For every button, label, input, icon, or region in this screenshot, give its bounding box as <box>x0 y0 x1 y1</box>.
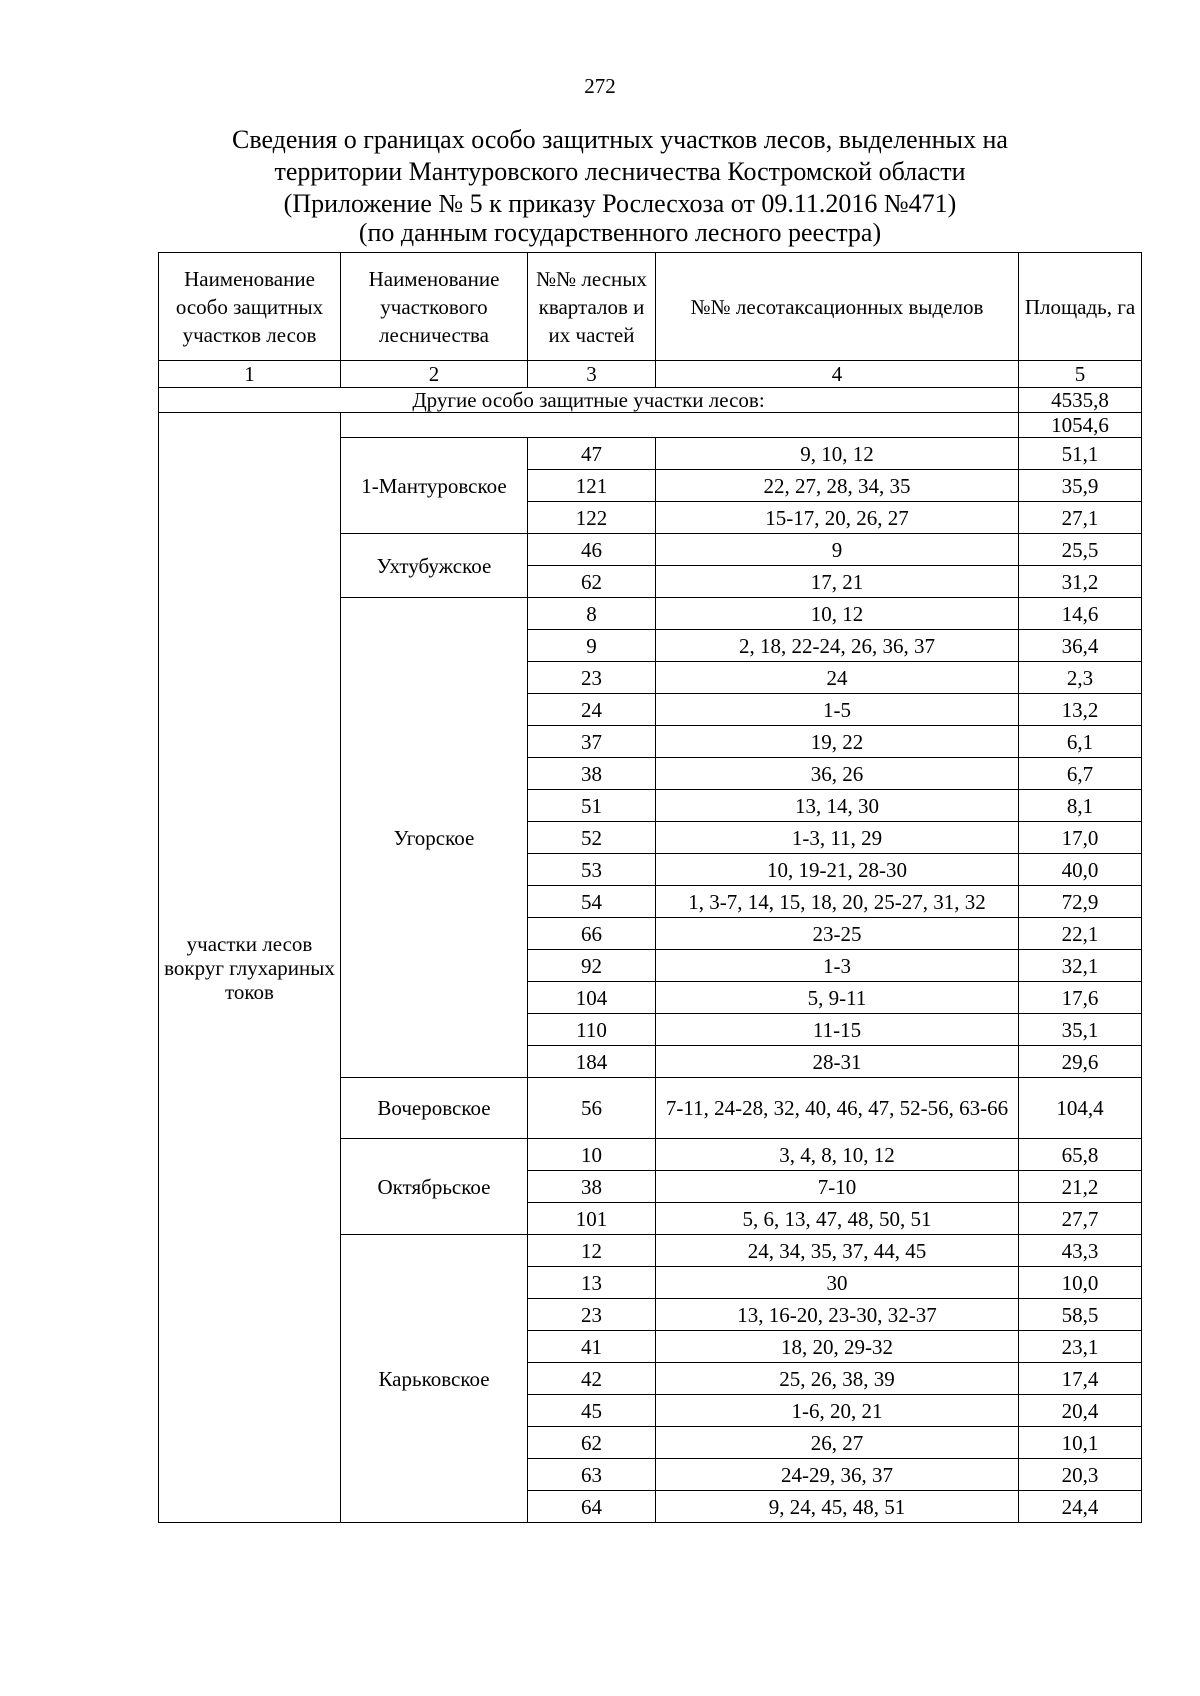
quarter-cell: 121 <box>528 470 656 502</box>
area-cell: 27,7 <box>1019 1203 1142 1235</box>
quarter-cell: 24 <box>528 694 656 726</box>
district-name: Угорское <box>341 598 528 1078</box>
plots-cell: 5, 9-11 <box>656 982 1019 1014</box>
category-spacer <box>341 413 1019 438</box>
plots-cell: 26, 27 <box>656 1427 1019 1459</box>
area-cell: 29,6 <box>1019 1046 1142 1078</box>
category-area: 1054,6 <box>1019 413 1142 438</box>
area-cell: 31,2 <box>1019 566 1142 598</box>
quarter-cell: 53 <box>528 854 656 886</box>
plots-cell: 10, 19-21, 28-30 <box>656 854 1019 886</box>
plots-cell: 24-29, 36, 37 <box>656 1459 1019 1491</box>
plots-cell: 7-10 <box>656 1171 1019 1203</box>
quarter-cell: 104 <box>528 982 656 1014</box>
quarter-cell: 56 <box>528 1078 656 1139</box>
area-cell: 58,5 <box>1019 1299 1142 1331</box>
plots-cell: 1-6, 20, 21 <box>656 1395 1019 1427</box>
plots-cell: 1, 3-7, 14, 15, 18, 20, 25-27, 31, 32 <box>656 886 1019 918</box>
quarter-cell: 9 <box>528 630 656 662</box>
area-cell: 24,4 <box>1019 1491 1142 1523</box>
quarter-cell: 63 <box>528 1459 656 1491</box>
area-cell: 72,9 <box>1019 886 1142 918</box>
plots-cell: 36, 26 <box>656 758 1019 790</box>
plots-cell: 30 <box>656 1267 1019 1299</box>
plots-cell: 24 <box>656 662 1019 694</box>
area-cell: 6,1 <box>1019 726 1142 758</box>
column-number-cell: 2 <box>341 361 528 388</box>
quarter-cell: 62 <box>528 566 656 598</box>
area-cell: 43,3 <box>1019 1235 1142 1267</box>
plots-cell: 9 <box>656 534 1019 566</box>
column-number-cell: 3 <box>528 361 656 388</box>
district-name: Октябрьское <box>341 1139 528 1235</box>
plots-cell: 5, 6, 13, 47, 48, 50, 51 <box>656 1203 1019 1235</box>
plots-cell: 23-25 <box>656 918 1019 950</box>
area-cell: 17,6 <box>1019 982 1142 1014</box>
quarter-cell: 42 <box>528 1363 656 1395</box>
quarter-cell: 52 <box>528 822 656 854</box>
plots-cell: 13, 14, 30 <box>656 790 1019 822</box>
area-cell: 2,3 <box>1019 662 1142 694</box>
area-cell: 8,1 <box>1019 790 1142 822</box>
area-cell: 6,7 <box>1019 758 1142 790</box>
quarter-cell: 64 <box>528 1491 656 1523</box>
plots-cell: 24, 34, 35, 37, 44, 45 <box>656 1235 1019 1267</box>
quarter-cell: 46 <box>528 534 656 566</box>
area-cell: 27,1 <box>1019 502 1142 534</box>
plots-cell: 1-3 <box>656 950 1019 982</box>
quarter-cell: 8 <box>528 598 656 630</box>
quarter-cell: 41 <box>528 1331 656 1363</box>
quarter-cell: 23 <box>528 1299 656 1331</box>
area-cell: 17,0 <box>1019 822 1142 854</box>
plots-cell: 11-15 <box>656 1014 1019 1046</box>
area-cell: 32,1 <box>1019 950 1142 982</box>
area-cell: 20,4 <box>1019 1395 1142 1427</box>
area-cell: 65,8 <box>1019 1139 1142 1171</box>
area-cell: 20,3 <box>1019 1459 1142 1491</box>
quarter-cell: 92 <box>528 950 656 982</box>
column-number-cell: 5 <box>1019 361 1142 388</box>
quarter-cell: 62 <box>528 1427 656 1459</box>
header-cell: Площадь, га <box>1019 253 1142 361</box>
area-cell: 10,1 <box>1019 1427 1142 1459</box>
area-cell: 35,9 <box>1019 470 1142 502</box>
quarter-cell: 54 <box>528 886 656 918</box>
quarter-cell: 122 <box>528 502 656 534</box>
quarter-cell: 51 <box>528 790 656 822</box>
column-number-cell: 1 <box>159 361 341 388</box>
column-number-cell: 4 <box>656 361 1019 388</box>
table-header-row <box>159 253 1142 361</box>
plots-cell: 22, 27, 28, 34, 35 <box>656 470 1019 502</box>
header-cell: №№ лесных кварталов и их частей <box>528 253 656 361</box>
title-line: (Приложение № 5 к приказу Рослесхоза от 09.11.2016 №471) <box>283 189 957 218</box>
area-cell: 36,4 <box>1019 630 1142 662</box>
plots-cell: 9, 24, 45, 48, 51 <box>656 1491 1019 1523</box>
area-cell: 40,0 <box>1019 854 1142 886</box>
plots-cell: 17, 21 <box>656 566 1019 598</box>
district-name: Вочеровское <box>341 1078 528 1139</box>
title-line: Сведения о границах особо защитных участков лесов, выделенных на <box>232 125 1008 154</box>
area-cell: 21,2 <box>1019 1171 1142 1203</box>
category-row <box>159 413 1142 438</box>
quarter-cell: 12 <box>528 1235 656 1267</box>
area-cell: 10,0 <box>1019 1267 1142 1299</box>
quarter-cell: 37 <box>528 726 656 758</box>
plots-cell: 10, 12 <box>656 598 1019 630</box>
header-cell: Наименование участкового лесничества <box>341 253 528 361</box>
quarter-cell: 101 <box>528 1203 656 1235</box>
quarter-cell: 38 <box>528 1171 656 1203</box>
area-cell: 14,6 <box>1019 598 1142 630</box>
district-name: Карьковское <box>341 1235 528 1523</box>
area-cell: 22,1 <box>1019 918 1142 950</box>
plots-cell: 3, 4, 8, 10, 12 <box>656 1139 1019 1171</box>
quarter-cell: 10 <box>528 1139 656 1171</box>
document-title <box>60 124 1180 246</box>
plots-cell: 28-31 <box>656 1046 1019 1078</box>
plots-cell: 7-11, 24-28, 32, 40, 46, 47, 52-56, 63-66 <box>656 1078 1019 1139</box>
forest-areas-table <box>158 252 1142 1523</box>
area-cell: 25,5 <box>1019 534 1142 566</box>
plots-cell: 9, 10, 12 <box>656 438 1019 470</box>
area-cell: 51,1 <box>1019 438 1142 470</box>
area-cell: 23,1 <box>1019 1331 1142 1363</box>
header-cell: Наименование особо защитных участков лесов <box>159 253 341 361</box>
district-name: Ухтубужское <box>341 534 528 598</box>
district-name: 1-Мантуровское <box>341 438 528 534</box>
quarter-cell: 47 <box>528 438 656 470</box>
plots-cell: 25, 26, 38, 39 <box>656 1363 1019 1395</box>
area-cell: 13,2 <box>1019 694 1142 726</box>
plots-cell: 19, 22 <box>656 726 1019 758</box>
title-line: территории Мантуровского лесничества Костромской области <box>274 157 966 186</box>
plots-cell: 13, 16-20, 23-30, 32-37 <box>656 1299 1019 1331</box>
plots-cell: 1-5 <box>656 694 1019 726</box>
quarter-cell: 38 <box>528 758 656 790</box>
title-line: (по данным государственного лесного реестра) <box>358 218 882 247</box>
plots-cell: 1-3, 11, 29 <box>656 822 1019 854</box>
quarter-cell: 66 <box>528 918 656 950</box>
quarter-cell: 110 <box>528 1014 656 1046</box>
quarter-cell: 23 <box>528 662 656 694</box>
quarter-cell: 13 <box>528 1267 656 1299</box>
area-cell: 35,1 <box>1019 1014 1142 1046</box>
area-cell: 17,4 <box>1019 1363 1142 1395</box>
header-cell: №№ лесотаксационных выделов <box>656 253 1019 361</box>
total-row <box>159 388 1142 413</box>
plots-cell: 2, 18, 22-24, 26, 36, 37 <box>656 630 1019 662</box>
quarter-cell: 184 <box>528 1046 656 1078</box>
quarter-cell: 45 <box>528 1395 656 1427</box>
page-number: 272 <box>584 74 616 98</box>
plots-cell: 15-17, 20, 26, 27 <box>656 502 1019 534</box>
column-number-row <box>159 361 1142 388</box>
category-name: участки лесов вокруг глухариных токов <box>159 413 341 1523</box>
total-label: Другие особо защитные участки лесов: <box>159 388 1019 413</box>
plots-cell: 18, 20, 29-32 <box>656 1331 1019 1363</box>
area-cell: 104,4 <box>1019 1078 1142 1139</box>
total-area: 4535,8 <box>1019 388 1142 413</box>
